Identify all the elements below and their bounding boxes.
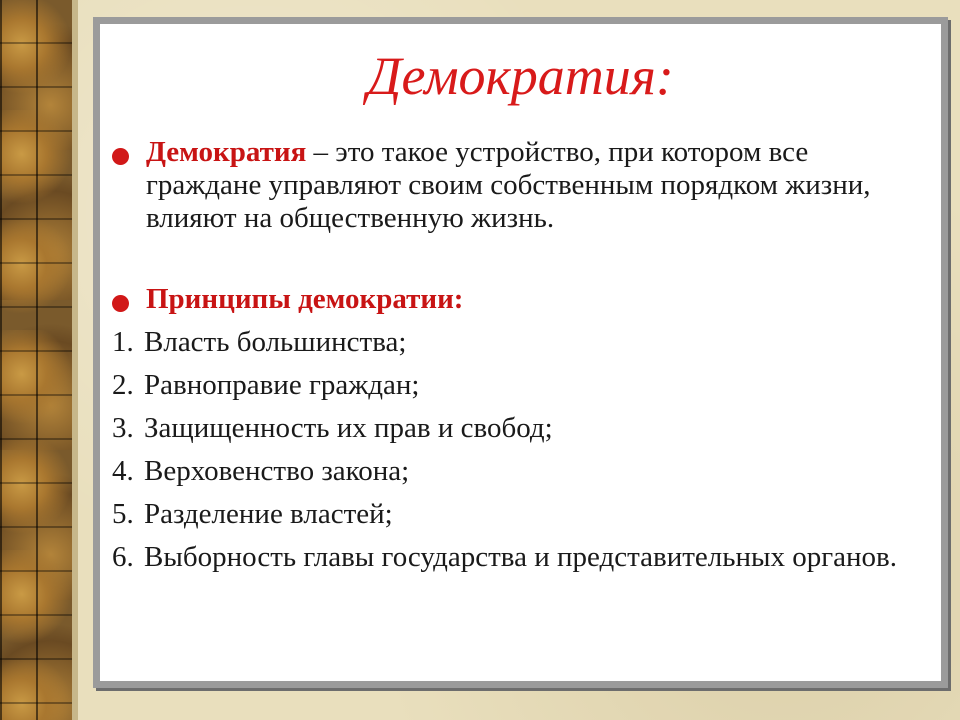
definition-bullet	[112, 136, 922, 235]
list-item	[112, 412, 922, 445]
list-item-number: 3.	[112, 412, 134, 444]
list-item	[112, 541, 922, 574]
bullet-dot-icon	[112, 295, 129, 312]
list-item-number: 6.	[112, 541, 134, 573]
list-item-number: 4.	[112, 455, 134, 487]
list-item-number: 1.	[112, 326, 134, 358]
definition-text: – это такое устройство, при котором все граждане управляют своим собственным порядком жизни, влияют на общественную жизнь.	[146, 136, 871, 234]
list-item-text: Власть большинства;	[144, 326, 407, 358]
decorative-side-strip	[0, 0, 75, 720]
list-item-text: Равноправие граждан;	[144, 369, 420, 401]
principles-list	[112, 326, 922, 574]
list-item-text: Верховенство закона;	[144, 455, 410, 487]
definition-term: Демократия	[146, 136, 307, 168]
bullet-dot-icon	[112, 148, 129, 165]
list-item-text: Выборность главы государства и представительных органов.	[144, 541, 897, 573]
principles-heading: Принципы демократии:	[146, 283, 464, 315]
slide-content	[112, 136, 922, 584]
list-item-number: 2.	[112, 369, 134, 401]
list-item	[112, 498, 922, 531]
list-item	[112, 369, 922, 402]
list-item	[112, 455, 922, 488]
list-item-text: Разделение властей;	[144, 498, 393, 530]
slide-title: Демократия:	[367, 46, 674, 106]
list-item	[112, 326, 922, 359]
slide-panel	[93, 17, 948, 688]
list-item-text: Защищенность их прав и свобод;	[144, 412, 553, 444]
list-item-number: 5.	[112, 498, 134, 530]
principles-bullet	[112, 283, 922, 316]
